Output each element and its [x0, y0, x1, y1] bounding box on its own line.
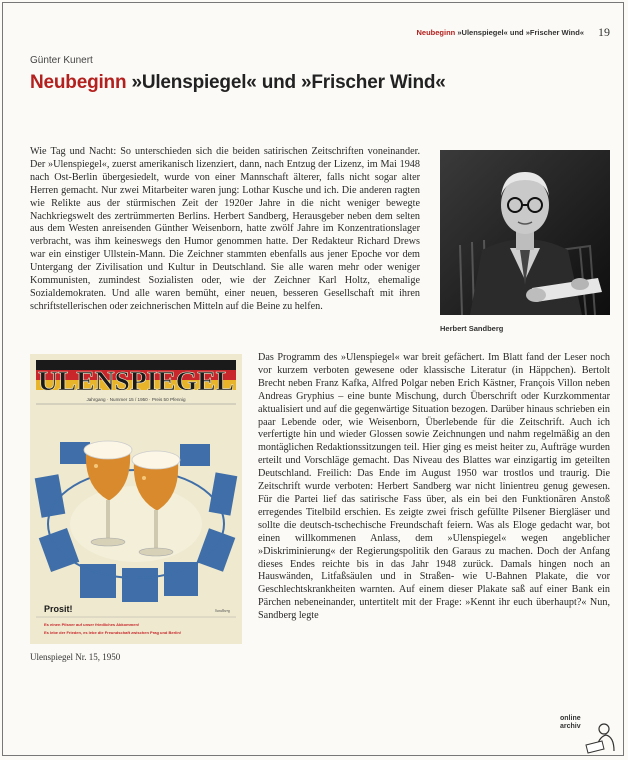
- portrait-illustration: [440, 150, 610, 315]
- cover-footer-line-2: Es lebe der Frieden, es lebe die Freundschaft zwischen Prag und Berlin!: [44, 630, 182, 635]
- author-name: Günter Kunert: [30, 55, 93, 66]
- running-head: [417, 28, 584, 37]
- logo-line-2: archiv: [560, 723, 581, 730]
- online-archiv-logo[interactable]: [560, 715, 620, 755]
- portrait-photo: [440, 150, 610, 315]
- photo-caption: Herbert Sandberg: [440, 324, 504, 333]
- cover-footer-line-1: Es einen Pilsner auf unser friedliches Abkommen!: [44, 622, 140, 627]
- headline-kicker: Neubeginn: [30, 72, 127, 93]
- running-head-section: Neubeginn: [416, 28, 456, 37]
- body-paragraph-2: Das Programm des »Ulenspiegel« war breit gefächert. Im Blatt fand der Leser noch vor kurzem verboten gewesene oder klassische Literatur (in Häppchen). Bertolt Brecht neben Franz Kafka, Alfred Polgar neben Erich Kästner, François Villon neben Andreas Gryphius – eine bunte Mischung, durch Überschrift oder Kurzkommentar aktualisiert und auf die gegenwärtige Situation bezogen. Darüber hinaus schrieben ein paar Lebende oder, wie Weisenborn, Überlebende für die Zeitschrift. Auch ich verfertigte hin und wieder Glossen sowie Zeichnungen und nahm regelmäßig an den montäglichen Redaktionssitzungen teil. Hier ging es meist heiter zu, Aufträge wurden erteilt und Vorschläge gemacht. Das Niveau des Blattes war einzigartig im geteilten Deutschland. Freilich: Das Ende im August 1950 war trostlos und traurig. Die Zeitschrift wurde verboten: Herbert Sandberg war nicht linientreu genug gewesen. Für die Partei lief das satirische Fass über, als ein bei den Funktionären Anstoß erregendes Titelbild erschien. Es zeigte zwei frisch gefüllte Pilsener Biergläser und sollte die deutsch-tschechische Freundschaft feiern. Was als Eloge gedacht war, bot einen willkommenen Anlass, dem »Ulenspiegel« wegen angeblicher »Diskriminierung« der Regierungspolitik den Garaus zu machen. Doch der Anfang dieses Endes reichte bis in das Jahr 1948 zurück. Damals hingen noch an Hauswänden, Litfaßsäulen und in Straßen- wie U-Bahnen Plakate, die vor Geschlechtskrankheiten warnten. Auf einem dieser Plakate saß auf einer Bank ein Pärchen nebeneinander, untertitelt mit der Frage: »Kennt ihr euch überhaupt?« Nun, Sandberg legte: [258, 352, 610, 622]
- cover-masthead: ULENSPIEGEL: [38, 366, 234, 396]
- cover-issue-line: Jahrgang · Nummer 15 / 1950 · Preis 50 Pfennig: [86, 397, 186, 402]
- cover-toast: Prosit!: [44, 604, 73, 614]
- poster-caption: Ulenspiegel Nr. 15, 1950: [30, 652, 121, 662]
- page-number: 19: [598, 25, 610, 39]
- headline-title: »Ulenspiegel« und »Frischer Wind«: [131, 72, 446, 93]
- article-headline: [30, 72, 446, 94]
- running-head-title: »Ulenspiegel« und »Frischer Wind«: [457, 28, 584, 37]
- logo-line-1: online: [560, 715, 581, 722]
- ulenspiegel-cover: [30, 354, 242, 644]
- cover-illustration: [30, 354, 242, 644]
- logo-text: [560, 715, 581, 731]
- body-paragraph-1: Wie Tag und Nacht: So unterschieden sich die beiden satirischen Zeitschriften voneinander. Der »Ulenspiegel«, zuerst amerikanisch lizenziert, dann, nach Entzug der Lizenz, im Mai 1948 nach Ost-Berlin übergesiedelt, wurde von einer Mannschaft älterer, falls nicht sogar alter Herren gemacht. Nur zwei Mitarbeiter waren jung: Lothar Kusche und ich. Die anderen ragten wie Relikte aus der stürmischen Zeit der 1920er Jahre in die nicht weniger bewegte Nachkriegswelt des zertrümmerten Berlins. Herbert Sandberg, Herausgeber neben dem selten aus dem Westen anreisenden Günther Weisenborn, hatte zwölf Jahre im Konzentrationslager verbracht, was ihm keineswegs den Humor genommen hatte. Der Redakteur Richard Drews war ein einstiger Ullstein-Mann. Die Zeichner stammten ebenfalls aus jener Epoche vor dem Untergang der Zivilisation und Kultur in Deutschland. Sie alle waren mehr oder weniger Kommunisten, zumindest Sozialisten oder, wie der Zeichner Karl Holtz, ehemalige Sozialdemokraten. Und alle waren bemüht, einer neuen, besseren Gesellschaft mit ihren schriftstellerischen oder zeichnerischen Mitteln auf die Beine zu helfen.: [30, 146, 420, 312]
- reader-icon: [582, 721, 618, 755]
- cover-signature: Sandberg: [214, 608, 230, 613]
